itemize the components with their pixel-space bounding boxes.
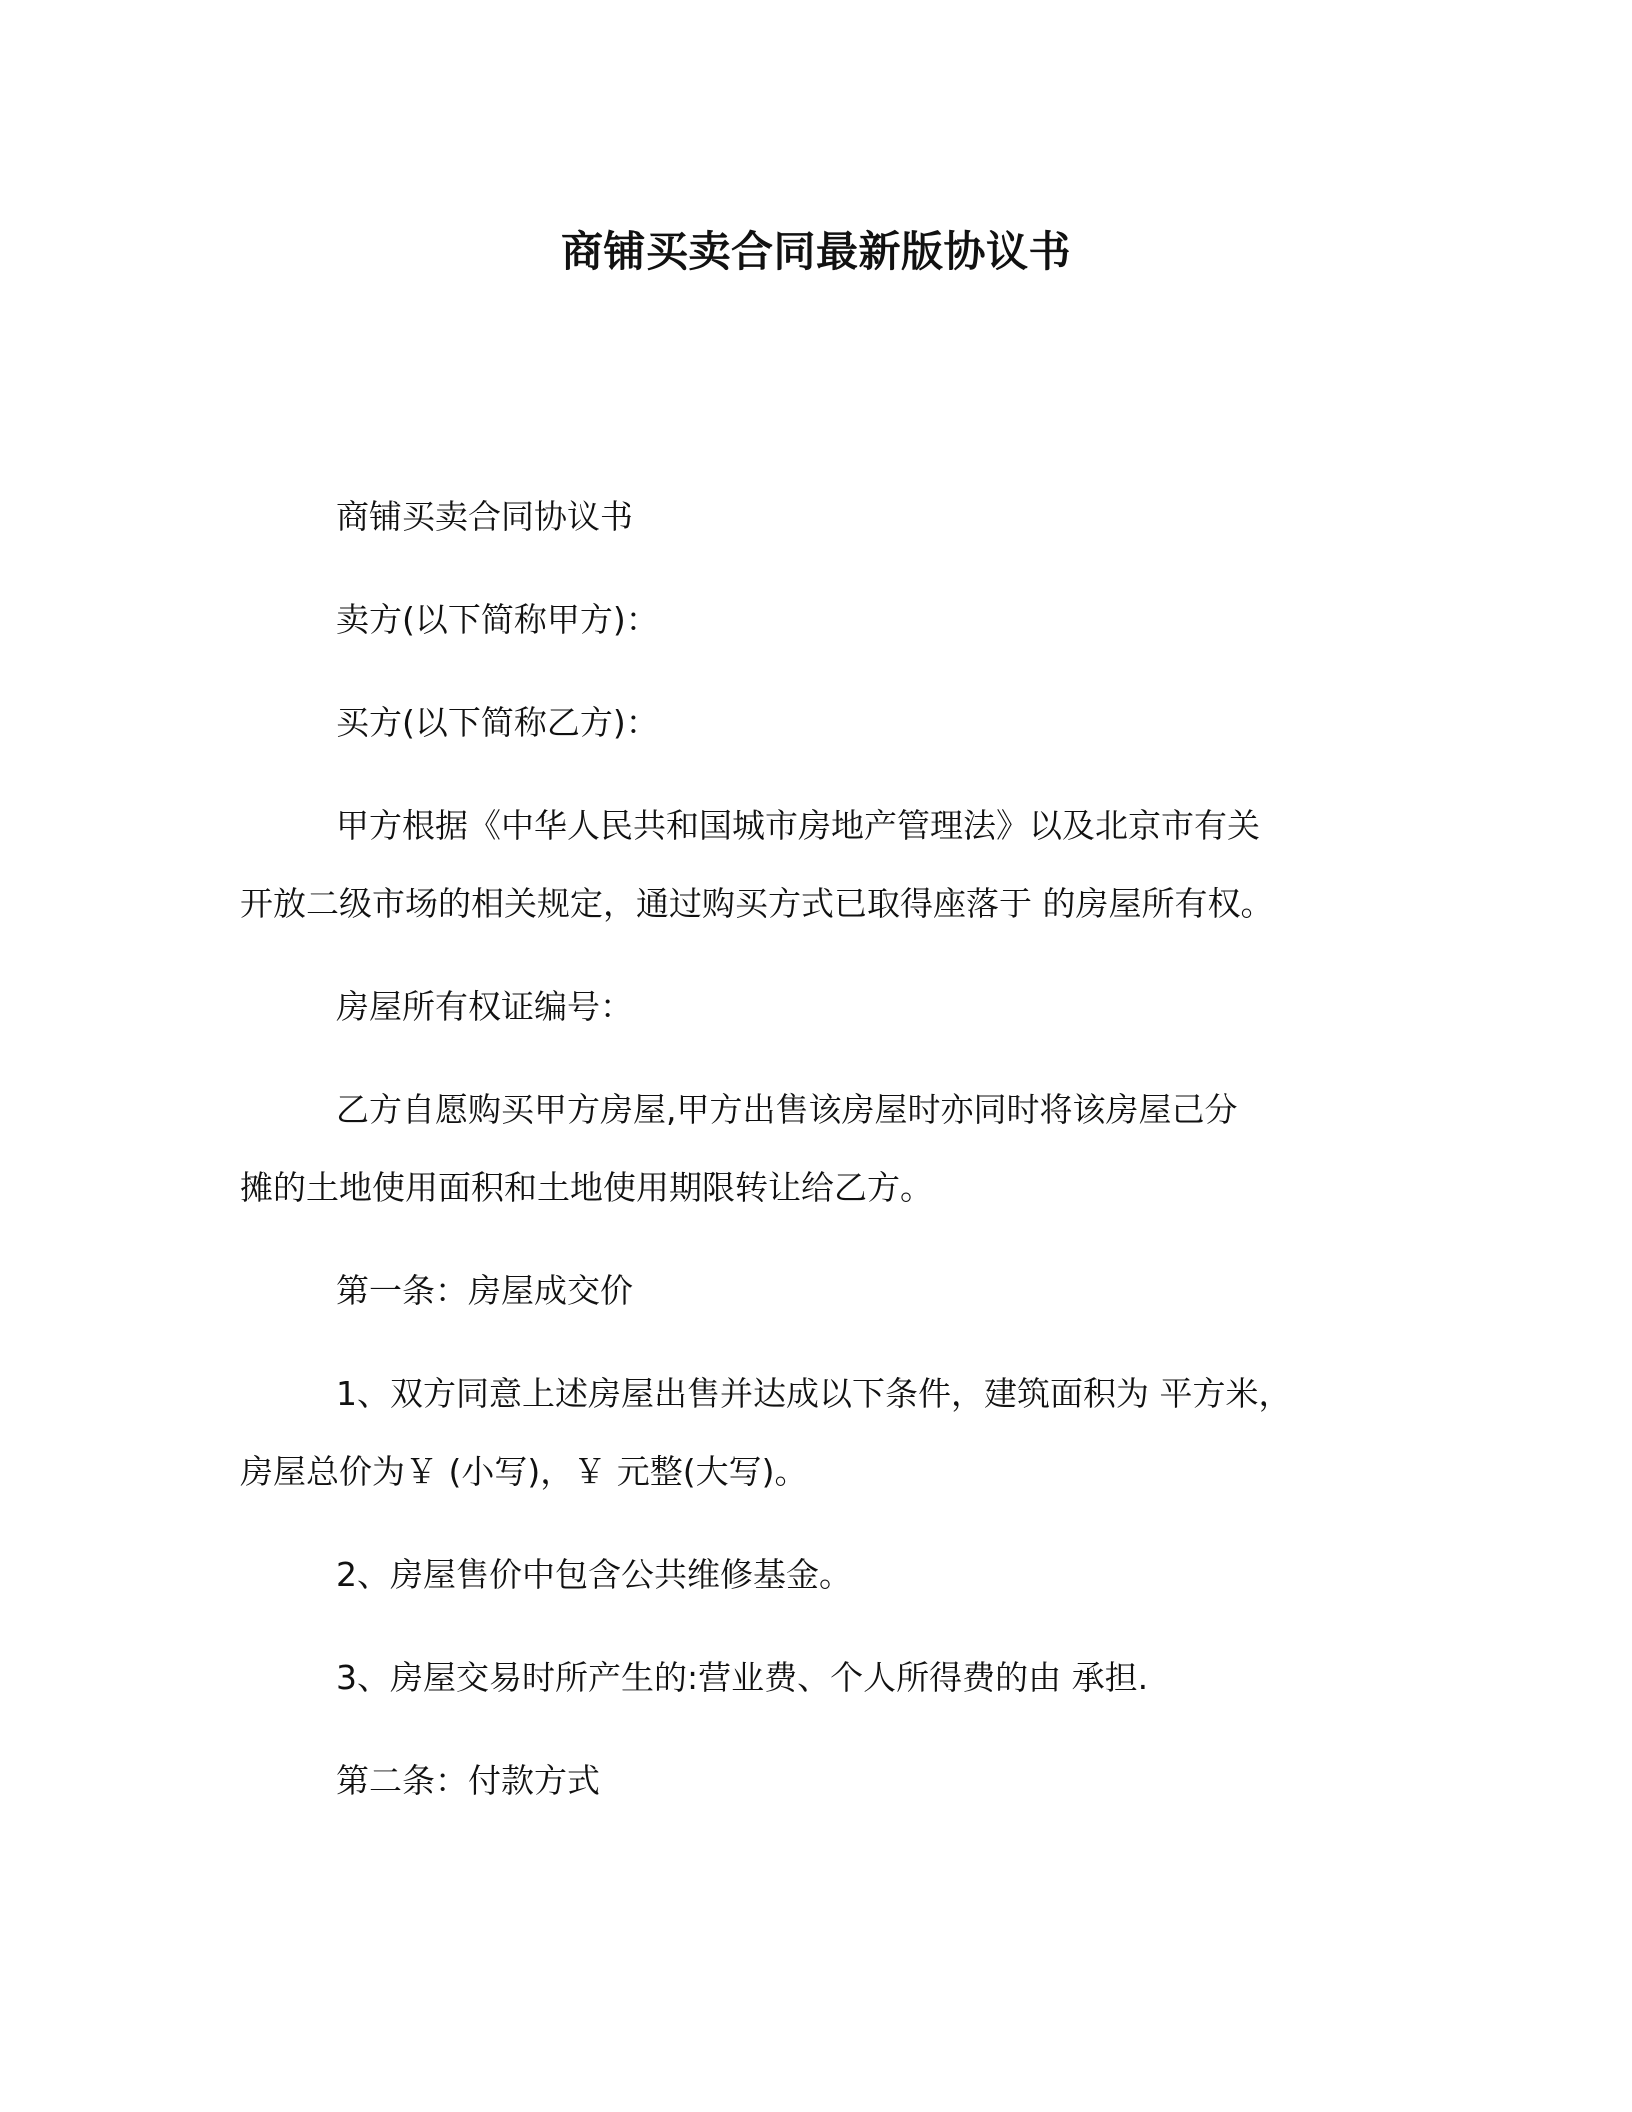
- document-title: 商铺买卖合同最新版协议书: [560, 227, 1071, 276]
- article-heading: 第一条：房屋成交价: [336, 1271, 633, 1310]
- clause-line: 2、房屋售价中包含公共维修基金。: [336, 1555, 852, 1594]
- clause-line: 房屋总价为￥ (小写)，￥ 元整(大写)。: [240, 1452, 808, 1491]
- certificate-line: 房屋所有权证编号：: [336, 987, 633, 1026]
- clause-line: 3、房屋交易时所产生的:营业费、个人所得费的由 承担.: [336, 1658, 1149, 1697]
- subtitle-line: 商铺买卖合同协议书: [336, 497, 633, 536]
- clause-line: 1、双方同意上述房屋出售并达成以下条件，建筑面积为 平方米，: [336, 1374, 1292, 1413]
- paragraph-line: 甲方根据《中华人民共和国城市房地产管理法》以及北京市有关: [336, 806, 1260, 845]
- article-heading: 第二条：付款方式: [336, 1761, 600, 1800]
- seller-line: 卖方(以下简称甲方)：: [336, 600, 659, 639]
- paragraph-line: 开放二级市场的相关规定，通过购买方式已取得座落于 的房屋所有权。: [240, 884, 1274, 923]
- buyer-line: 买方(以下简称乙方)：: [336, 703, 659, 742]
- paragraph-line: 摊的土地使用面积和土地使用期限转让给乙方。: [240, 1168, 933, 1207]
- paragraph-line: 乙方自愿购买甲方房屋,甲方出售该房屋时亦同时将该房屋己分: [336, 1090, 1238, 1129]
